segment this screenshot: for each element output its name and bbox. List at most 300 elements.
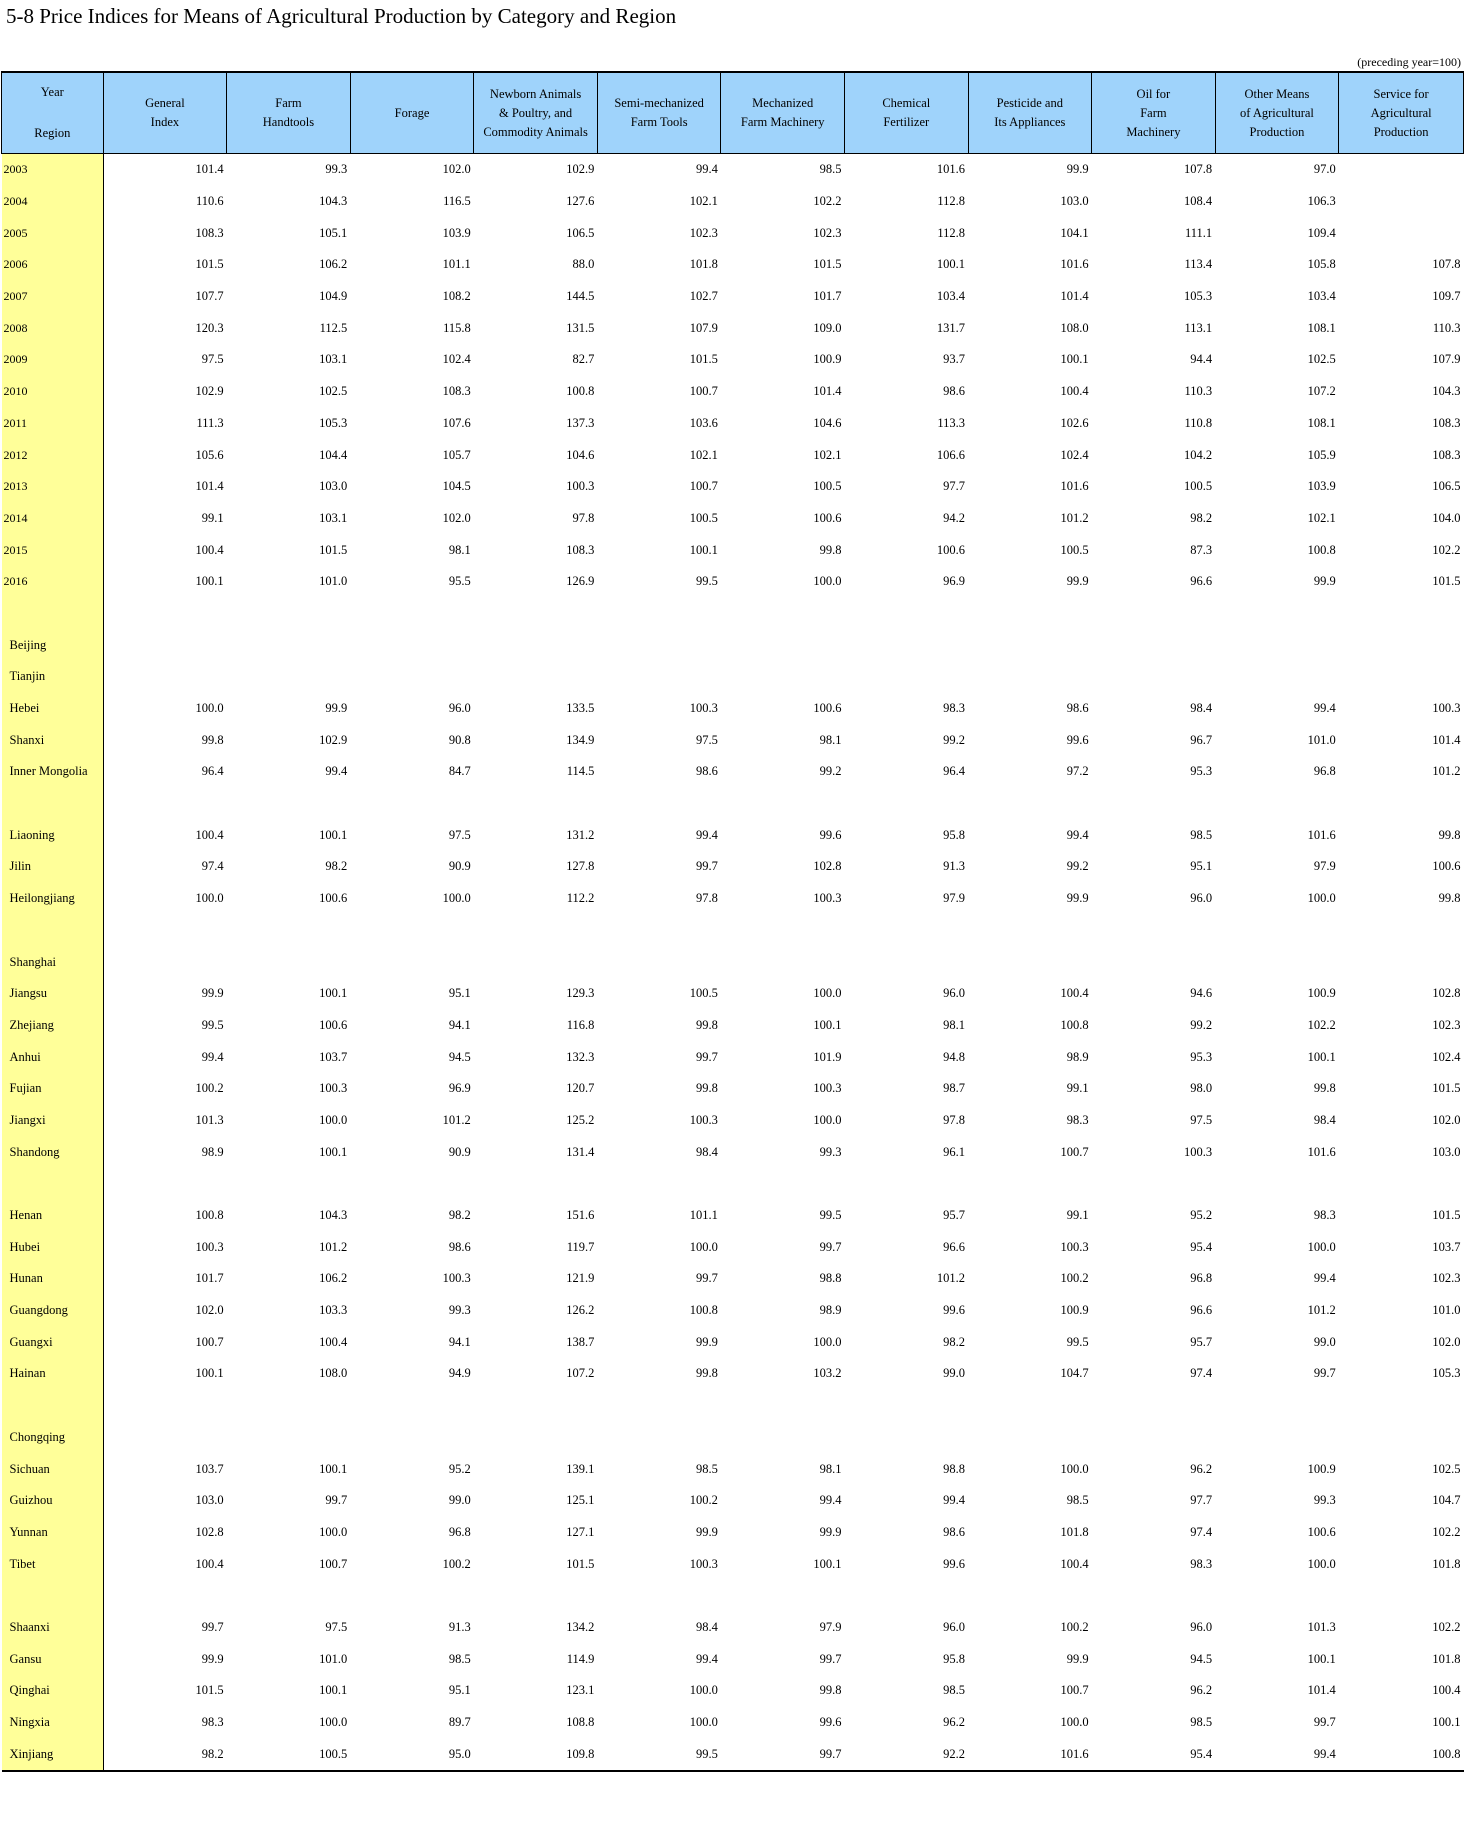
value-cell: 101.6 (1060, 479, 1089, 494)
value-cell: 101.4 (195, 162, 224, 177)
value-cell: 100.3 (689, 1556, 718, 1571)
region-row (2, 1707, 1464, 1739)
value-cell: 111.3 (196, 415, 224, 430)
column-header-line: Mechanized (752, 96, 814, 110)
value-cell: 102.3 (1432, 1271, 1461, 1286)
value-cell: 99.7 (1313, 1366, 1336, 1381)
value-cell: 102.1 (813, 447, 842, 462)
value-cell: 101.6 (936, 162, 966, 177)
value-cell: 98.2 (103, 1738, 227, 1771)
value-cell: 103.3 (319, 1303, 348, 1318)
region-label: Hunan (2, 1263, 104, 1295)
empty-cell (844, 915, 968, 947)
value-cell: 101.3 (1307, 1619, 1336, 1634)
value-cell: 104.6 (813, 415, 842, 430)
empty-cell (1339, 598, 1464, 630)
value-cell: 102.2 (1432, 1524, 1461, 1539)
region-row (2, 1358, 1464, 1390)
empty-cell (968, 915, 1092, 947)
year-label: 2009 (2, 344, 104, 376)
value-cell: 101.5 (195, 257, 224, 272)
value-cell: 96.0 (1190, 891, 1213, 906)
value-cell: 94.5 (1190, 1651, 1213, 1666)
value-cell: 98.6 (943, 1524, 966, 1539)
separator-row (2, 1580, 1464, 1612)
value-cell (721, 661, 845, 693)
value-cell: 98.1 (448, 542, 471, 557)
value-cell: 100.8 (1339, 1738, 1464, 1771)
value-cell: 100.6 (813, 701, 842, 716)
value-cell: 98.6 (448, 1239, 471, 1254)
value-cell: 104.2 (1184, 447, 1213, 462)
separator-row (2, 1390, 1464, 1422)
value-cell: 99.0 (1313, 1334, 1336, 1349)
region-label: Hainan (2, 1358, 104, 1390)
value-cell: 101.8 (1432, 1556, 1461, 1571)
year-label: 2014 (2, 503, 104, 535)
value-cell: 94.9 (448, 1366, 471, 1381)
value-cell: 97.2 (1066, 764, 1089, 779)
value-cell: 100.5 (1184, 479, 1213, 494)
value-cell: 101.2 (1307, 1303, 1336, 1318)
value-cell: 102.5 (319, 384, 348, 399)
empty-cell (103, 1168, 227, 1200)
region-row (2, 1326, 1464, 1358)
value-cell: 107.8 (1432, 257, 1461, 272)
value-cell: 131.2 (566, 827, 595, 842)
year-row (2, 249, 1464, 281)
value-cell: 100.9 (1307, 1461, 1336, 1476)
value-cell (968, 629, 1092, 661)
value-cell: 100.0 (1307, 891, 1336, 906)
value-cell: 137.3 (566, 415, 595, 430)
value-cell: 109.4 (1307, 225, 1336, 240)
value-cell: 100.1 (319, 1144, 348, 1159)
value-cell: 95.0 (350, 1738, 474, 1771)
value-cell: 95.8 (943, 827, 966, 842)
year-label: 2013 (2, 471, 104, 503)
value-cell: 98.8 (943, 1461, 966, 1476)
value-cell: 103.4 (1307, 289, 1336, 304)
value-cell: 102.1 (689, 194, 718, 209)
value-cell: 98.2 (1190, 510, 1213, 525)
region-row (2, 1073, 1464, 1105)
value-cell: 98.5 (696, 1461, 718, 1476)
value-cell: 95.3 (1190, 764, 1213, 779)
empty-cell (1215, 915, 1339, 947)
page-title: 5-8 Price Indices for Means of Agricultural Production by Category and Region (6, 4, 677, 28)
value-cell: 101.9 (813, 1049, 842, 1064)
region-label: Guangxi (2, 1326, 104, 1358)
value-cell: 102.9 (195, 384, 224, 399)
value-cell (844, 629, 968, 661)
column-header (597, 72, 721, 154)
value-cell: 97.9 (943, 891, 966, 906)
value-cell: 99.8 (819, 542, 842, 557)
value-cell: 99.6 (819, 827, 842, 842)
column-header (1339, 72, 1464, 154)
empty-cell (1339, 1580, 1464, 1612)
value-cell (103, 629, 227, 661)
value-cell (597, 946, 721, 978)
value-cell: 101.5 (566, 1556, 595, 1571)
column-header-line: Pesticide and (996, 96, 1063, 110)
value-cell: 95.4 (1190, 1239, 1213, 1254)
value-cell: 100.1 (1307, 1049, 1336, 1064)
value-cell: 99.8 (1438, 827, 1461, 842)
year-label: 2007 (2, 281, 104, 313)
empty-cell (474, 915, 598, 947)
empty-cell (597, 1168, 721, 1200)
empty-cell (227, 1580, 351, 1612)
value-cell: 99.7 (201, 1619, 224, 1634)
value-cell: 101.8 (1060, 1524, 1089, 1539)
value-cell: 102.1 (1307, 510, 1336, 525)
value-cell: 99.4 (696, 162, 718, 177)
value-cell: 98.1 (943, 1017, 966, 1032)
value-cell: 100.3 (813, 1081, 842, 1096)
value-cell: 100.1 (195, 1366, 224, 1381)
column-header-line: Forage (394, 105, 430, 120)
value-cell: 102.4 (442, 352, 471, 367)
value-cell: 108.2 (442, 289, 471, 304)
value-cell: 98.7 (943, 1081, 966, 1096)
empty-cell (844, 598, 968, 630)
value-cell: 100.3 (566, 479, 595, 494)
value-cell: 105.6 (195, 447, 224, 462)
value-cell (1092, 629, 1216, 661)
value-cell: 109.0 (813, 320, 842, 335)
value-cell: 101.5 (1432, 574, 1461, 589)
value-cell: 100.6 (319, 891, 348, 906)
value-cell: 108.3 (442, 384, 471, 399)
empty-cell (103, 915, 227, 947)
region-row (2, 1517, 1464, 1549)
value-cell: 98.3 (1066, 1112, 1089, 1127)
column-header-line: Newborn Animals (489, 86, 582, 101)
year-label: 2006 (2, 249, 104, 281)
value-cell: 99.8 (696, 1366, 718, 1381)
value-cell: 125.2 (566, 1112, 595, 1127)
value-cell (1339, 217, 1464, 249)
year-row (2, 281, 1464, 313)
empty-cell (1092, 788, 1216, 820)
column-header (227, 72, 351, 154)
separator-row (2, 598, 1464, 630)
value-cell: 91.3 (448, 1619, 471, 1634)
value-cell: 100.0 (319, 1524, 348, 1539)
value-cell: 101.8 (1432, 1651, 1461, 1666)
value-cell: 105.1 (319, 225, 348, 240)
value-cell: 94.2 (943, 510, 966, 525)
region-row (2, 946, 1464, 978)
value-cell: 100.1 (1060, 352, 1089, 367)
value-cell: 99.9 (1066, 574, 1089, 589)
value-cell (597, 661, 721, 693)
value-cell (1215, 661, 1339, 693)
value-cell: 101.5 (813, 257, 842, 272)
empty-cell (474, 1390, 598, 1422)
value-cell: 99.5 (201, 1017, 224, 1032)
value-cell: 98.4 (1313, 1112, 1336, 1127)
value-cell: 100.8 (566, 384, 595, 399)
value-cell: 105.9 (1307, 447, 1336, 462)
value-cell: 112.8 (937, 225, 966, 240)
value-cell: 96.6 (1190, 1303, 1213, 1318)
region-row (2, 1136, 1464, 1168)
value-cell: 103.4 (936, 289, 966, 304)
value-cell: 103.7 (195, 1461, 224, 1476)
value-cell: 100.1 (936, 257, 966, 272)
value-cell: 119.7 (566, 1239, 595, 1254)
empty-cell (227, 1390, 351, 1422)
value-cell: 94.1 (448, 1017, 471, 1032)
year-label: 2010 (2, 376, 104, 408)
value-cell: 100.7 (195, 1334, 224, 1349)
value-cell: 100.7 (319, 1556, 348, 1571)
empty-cell (350, 915, 474, 947)
value-cell: 127.1 (566, 1524, 595, 1539)
region-label: Gansu (2, 1643, 104, 1675)
value-cell: 95.1 (448, 986, 471, 1001)
value-cell: 98.8 (819, 1271, 842, 1286)
value-cell: 109.8 (474, 1738, 598, 1771)
value-cell (1092, 946, 1216, 978)
value-cell: 151.6 (566, 1208, 595, 1223)
value-cell: 98.5 (1190, 827, 1213, 842)
value-cell: 99.0 (943, 1366, 966, 1381)
value-cell: 113.3 (937, 415, 966, 430)
value-cell: 111.1 (1184, 225, 1213, 240)
value-cell: 104.6 (566, 447, 595, 462)
value-cell: 99.4 (1066, 827, 1089, 842)
value-cell: 102.7 (689, 289, 718, 304)
value-cell: 101.2 (442, 1112, 471, 1127)
year-label: 2004 (2, 186, 104, 218)
region-row (2, 1485, 1464, 1517)
value-cell: 99.3 (1313, 1493, 1336, 1508)
value-cell: 100.4 (1060, 986, 1089, 1001)
region-row (2, 1263, 1464, 1295)
value-cell (1339, 186, 1464, 218)
empty-cell (844, 1390, 968, 1422)
empty-cell (721, 598, 845, 630)
empty-cell (968, 598, 1092, 630)
value-cell (474, 629, 598, 661)
value-cell (350, 629, 474, 661)
stub-cell (2, 788, 104, 820)
separator-row (2, 788, 1464, 820)
value-cell: 95.1 (448, 1683, 471, 1698)
value-cell (1339, 1422, 1464, 1454)
year-row (2, 439, 1464, 471)
value-cell: 98.9 (201, 1144, 224, 1159)
value-cell (103, 661, 227, 693)
year-label: 2005 (2, 217, 104, 249)
value-cell: 104.3 (319, 1208, 348, 1223)
region-label: Liaoning (2, 819, 104, 851)
value-cell: 101.0 (1432, 1303, 1461, 1318)
value-cell: 99.6 (819, 1715, 842, 1730)
value-cell: 126.2 (566, 1303, 595, 1318)
region-row (2, 693, 1464, 725)
region-label: Jiangsu (2, 978, 104, 1010)
value-cell (1339, 946, 1464, 978)
region-label: Sichuan (2, 1453, 104, 1485)
column-header-line: of Agricultural (1239, 105, 1314, 120)
empty-cell (968, 788, 1092, 820)
value-cell: 101.7 (195, 1271, 224, 1286)
column-header-line: Oil for (1136, 86, 1171, 101)
value-cell: 101.4 (195, 479, 224, 494)
value-cell: 105.3 (319, 415, 348, 430)
value-cell: 99.3 (448, 1303, 471, 1318)
value-cell: 100.2 (1060, 1271, 1089, 1286)
value-cell: 99.4 (696, 827, 718, 842)
region-label: Yunnan (2, 1517, 104, 1549)
value-cell: 109.7 (1432, 289, 1461, 304)
value-cell: 95.7 (1190, 1334, 1213, 1349)
value-cell: 102.0 (1432, 1112, 1461, 1127)
value-cell: 107.6 (442, 415, 471, 430)
value-cell: 99.4 (1313, 701, 1336, 716)
empty-cell (1092, 1168, 1216, 1200)
value-cell: 126.9 (566, 574, 595, 589)
value-cell: 102.2 (1432, 542, 1461, 557)
value-cell (474, 1422, 598, 1454)
value-cell: 99.8 (696, 1081, 718, 1096)
value-cell: 101.4 (1060, 289, 1089, 304)
value-cell: 116.5 (443, 194, 471, 209)
value-cell (103, 946, 227, 978)
value-cell (1092, 1422, 1216, 1454)
column-header (968, 72, 1092, 154)
value-cell: 101.5 (689, 352, 718, 367)
empty-cell (1339, 1168, 1464, 1200)
value-cell: 100.0 (689, 1683, 718, 1698)
value-cell: 100.1 (195, 574, 224, 589)
value-cell: 95.3 (1190, 1049, 1213, 1064)
value-cell: 99.6 (1066, 732, 1089, 747)
value-cell: 99.4 (201, 1049, 224, 1064)
empty-cell (474, 788, 598, 820)
value-cell: 108.0 (1060, 320, 1089, 335)
empty-cell (350, 598, 474, 630)
base-year-note: (preceding year=100) (1357, 55, 1461, 69)
value-cell: 99.5 (696, 574, 718, 589)
value-cell: 97.5 (325, 1619, 348, 1634)
value-cell: 102.2 (1432, 1619, 1461, 1634)
column-header (103, 72, 227, 154)
value-cell: 99.7 (721, 1738, 845, 1771)
column-header-line: Farm Tools (630, 115, 688, 129)
value-cell: 101.5 (319, 542, 348, 557)
region-row (2, 1010, 1464, 1042)
value-cell: 99.7 (819, 1651, 842, 1666)
value-cell: 103.0 (1060, 194, 1089, 209)
empty-cell (350, 1580, 474, 1612)
value-cell: 99.7 (696, 859, 718, 874)
empty-cell (968, 1580, 1092, 1612)
value-cell: 99.4 (943, 1493, 966, 1508)
value-cell: 101.5 (1432, 1081, 1461, 1096)
value-cell: 103.9 (442, 225, 471, 240)
region-row (2, 1453, 1464, 1485)
value-cell: 104.7 (1432, 1493, 1461, 1508)
value-cell: 99.3 (819, 1144, 842, 1159)
region-label: Zhejiang (2, 1010, 104, 1042)
value-cell: 102.5 (1307, 352, 1336, 367)
empty-cell (1339, 1390, 1464, 1422)
empty-cell (103, 1580, 227, 1612)
value-cell: 100.8 (1307, 542, 1336, 557)
column-header-line: Production (1373, 124, 1429, 139)
value-cell: 98.5 (819, 162, 842, 177)
region-row (2, 661, 1464, 693)
column-header-line: Service for (1373, 86, 1429, 101)
empty-cell (350, 1168, 474, 1200)
value-cell: 98.1 (819, 1461, 842, 1476)
region-label: Guizhou (2, 1485, 104, 1517)
value-cell: 96.0 (1190, 1619, 1213, 1634)
value-cell: 127.6 (566, 194, 595, 209)
empty-cell (103, 788, 227, 820)
value-cell: 100.1 (319, 986, 348, 1001)
value-cell: 99.3 (325, 162, 348, 177)
column-header (721, 72, 845, 154)
value-cell: 96.8 (1190, 1271, 1213, 1286)
value-cell: 101.0 (319, 1651, 348, 1666)
region-row (2, 1738, 1464, 1771)
value-cell: 99.9 (201, 1651, 224, 1666)
table-body (2, 154, 1464, 1772)
value-cell: 101.8 (689, 257, 718, 272)
region-row (2, 629, 1464, 661)
value-cell: 108.4 (1184, 194, 1213, 209)
value-cell: 97.8 (696, 891, 718, 906)
column-header-line: Semi-mechanized (614, 96, 704, 110)
column-header-line: Other Means (1244, 86, 1310, 101)
value-cell (844, 1422, 968, 1454)
year-row (2, 566, 1464, 598)
value-cell: 108.3 (566, 542, 595, 557)
value-cell: 99.8 (1438, 891, 1461, 906)
column-header (474, 72, 598, 154)
value-cell: 99.5 (1066, 1334, 1089, 1349)
value-cell: 98.3 (1313, 1208, 1336, 1223)
value-cell: 95.4 (1092, 1738, 1216, 1771)
value-cell: 100.8 (195, 1208, 224, 1223)
value-cell: 98.2 (448, 1208, 471, 1223)
value-cell: 100.2 (1060, 1619, 1089, 1634)
value-cell (597, 1422, 721, 1454)
value-cell: 101.0 (319, 574, 348, 589)
value-cell: 99.7 (325, 1493, 348, 1508)
empty-cell (1092, 1580, 1216, 1612)
value-cell: 98.2 (325, 859, 348, 874)
value-cell: 108.0 (319, 1366, 348, 1381)
value-cell: 95.2 (448, 1461, 471, 1476)
value-cell: 100.7 (1060, 1144, 1089, 1159)
region-row (2, 1295, 1464, 1327)
value-cell: 97.8 (943, 1112, 966, 1127)
value-cell: 94.8 (943, 1049, 966, 1064)
year-row (2, 534, 1464, 566)
value-cell: 100.1 (319, 1683, 348, 1698)
value-cell: 98.4 (696, 1619, 718, 1634)
region-label: Shaanxi (2, 1612, 104, 1644)
value-cell: 107.9 (1432, 352, 1461, 367)
